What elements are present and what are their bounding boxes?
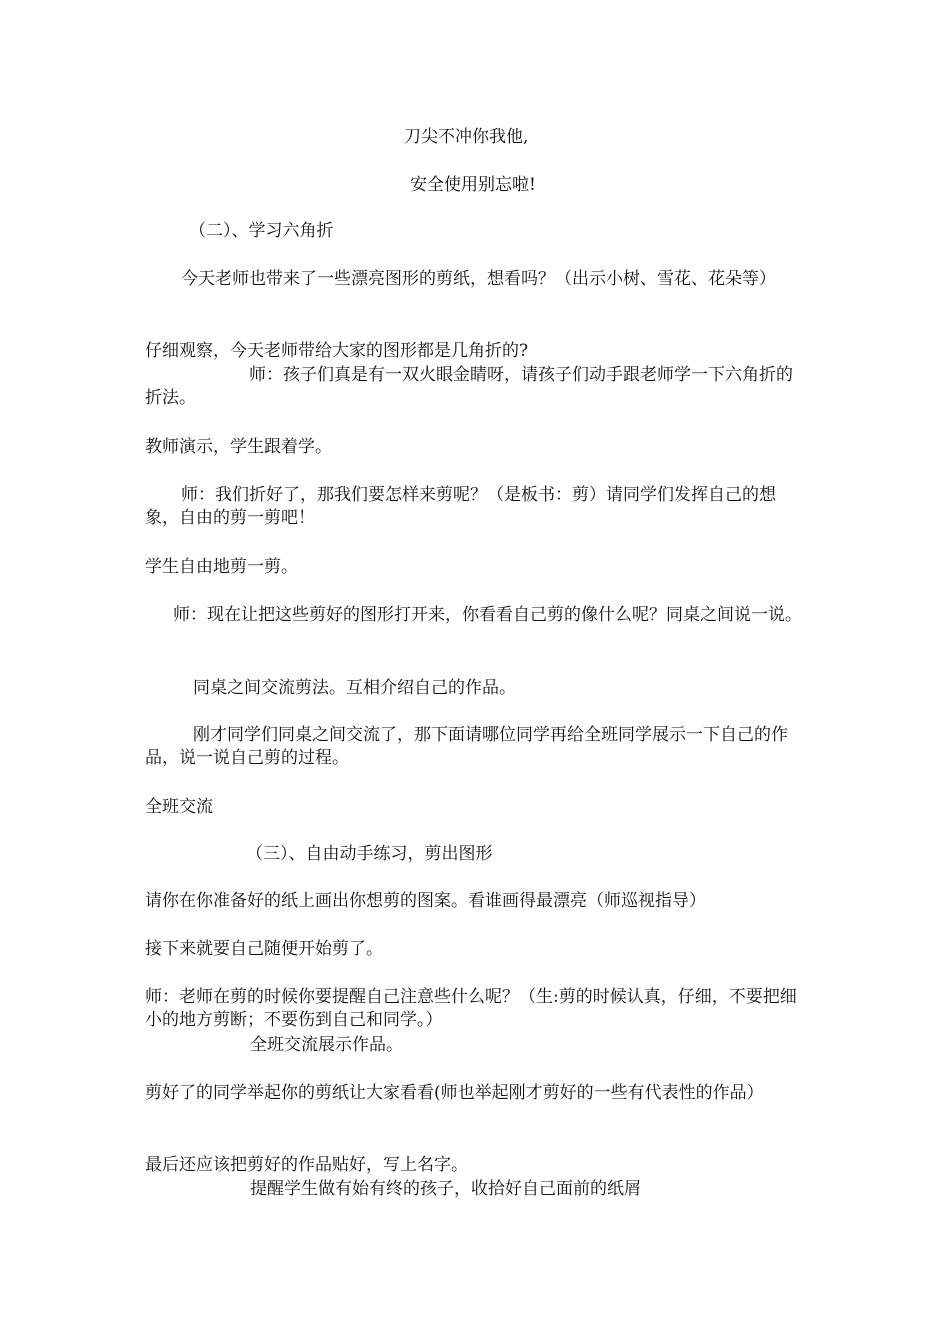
paragraph-class-show: 全班交流展示作品。 xyxy=(250,1035,403,1055)
paragraph-show: 刚才同学们同桌之间交流了，那下面请哪位同学再给全班同学展示一下自己的作品，说一说自己剪的过程。 xyxy=(145,725,788,768)
paragraph-intro: 今天老师也带来了一些漂亮图形的剪纸，想看吗？（出示小树、雪花、花朵等） xyxy=(181,269,776,289)
paragraph-demo: 教师演示，学生跟着学。 xyxy=(145,437,332,457)
section-2-heading: （二）、学习六角折 xyxy=(189,221,334,241)
poem-line-1: 刀尖不冲你我他, xyxy=(404,127,529,147)
paragraph-remind: 师：老师在剪的时候你要提醒自己注意些什么呢？（生:剪的时候认真，仔细，不要把细小的地方剪断；不要伤到自己和同学。） xyxy=(145,987,797,1030)
paragraph-raise: 剪好了的同学举起你的剪纸让大家看看(师也举起刚才剪好的一些有代表性的作品） xyxy=(145,1083,764,1103)
paragraph-tidy: 提醒学生做有始有终的孩子，收拾好自己面前的纸屑 xyxy=(250,1179,641,1199)
paragraph-paste: 最后还应该把剪好的作品贴好，写上名字。 xyxy=(145,1155,468,1175)
paragraph-start-cut: 接下来就要自己随便开始剪了。 xyxy=(145,939,383,959)
paragraph-teacher-open: 师：现在让把这些剪好的图形打开来，你看看自己剪的像什么呢？同桌之间说一说。 xyxy=(173,605,802,625)
paragraph-deskmate: 同桌之间交流剪法。互相介绍自己的作品。 xyxy=(193,678,516,698)
paragraph-observe: 仔细观察，今天老师带给大家的图形都是几角折的? xyxy=(145,341,529,361)
section-3-heading: （三）、自由动手练习，剪出图形 xyxy=(246,844,493,864)
paragraph-teacher-cut: 师：我们折好了，那我们要怎样来剪呢？（是板书：剪）请同学们发挥自己的想象，自由的剪一剪吧！ xyxy=(145,485,776,528)
paragraph-teacher-praise: 师：孩子们真是有一双火眼金睛呀，请孩子们动手跟老师学一下六角折的折法。 xyxy=(145,365,793,408)
paragraph-students-cut: 学生自由地剪一剪。 xyxy=(145,557,298,577)
paragraph-draw: 请你在你准备好的纸上画出你想剪的图案。看谁画得最漂亮（师巡视指导） xyxy=(145,891,706,911)
poem-line-2: 安全使用别忘啦! xyxy=(410,175,536,195)
paragraph-class-exchange: 全班交流 xyxy=(145,797,213,817)
